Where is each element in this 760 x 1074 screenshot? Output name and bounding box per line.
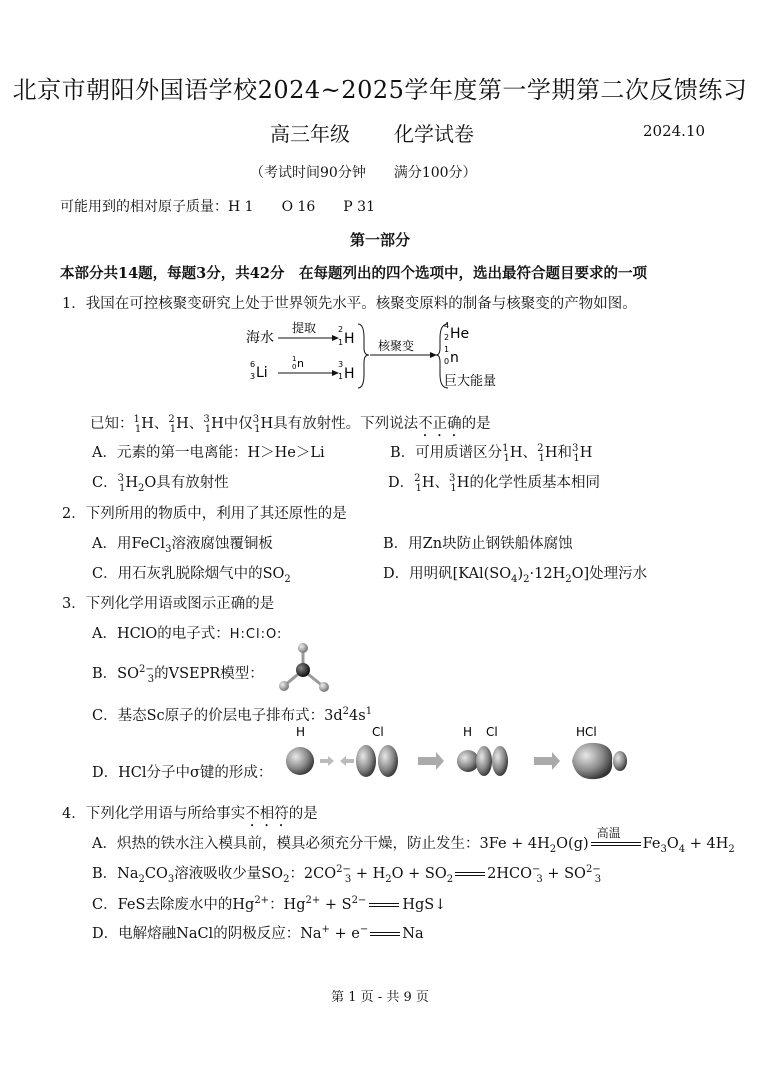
diagram-fusion-label: 核聚变 [378, 339, 415, 353]
q2-option-c[interactable]: C．用石灰乳脱除烟气中的$SO_2$ [92, 566, 291, 585]
q4-option-a[interactable]: A．炽热的铁水注入模具前，模具必须充分干燥，防止发生：$3Fe + 4H_2O(g)$ 高温 $Fe_3O_4 + 4H_2$ [92, 826, 735, 855]
page-title: 北京市朝阳外国语学校2024~2025学年度第一学期第二次反馈练习 [12, 76, 748, 104]
diagram-h3: H [344, 366, 355, 382]
svg-text:1: 1 [444, 345, 450, 354]
page-footer: 第 1 页 - 共 9 页 [331, 990, 429, 1005]
q1-stem: 1．我国在可控核聚变研究上处于世界领先水平。核聚变原料的制备与核聚变的产物如图。 [62, 296, 637, 312]
exam-info: （考试时间90分钟 满分100分） [250, 165, 477, 181]
diagram-neutron: n [450, 350, 459, 366]
diagram-h2: H [344, 331, 355, 347]
part-heading: 第一部分 [349, 231, 410, 249]
q1-option-b[interactable]: B．可用质谱区分$^1_1$H、$^2_1$H和$^3_1$H [390, 443, 593, 464]
q3-option-a[interactable]: A．HClO的电子式：H:Cl:O: [92, 626, 283, 642]
svg-text:3: 3 [250, 372, 256, 381]
svg-text:0: 0 [444, 357, 450, 366]
orbital-label-h-combined: H [463, 725, 473, 739]
diagram-seawater: 海水 [246, 330, 274, 346]
q2-option-b[interactable]: B．用Zn块防止钢铁船体腐蚀 [383, 536, 573, 552]
orbital-label-cl: Cl [372, 725, 384, 739]
orbital-label-h: H [296, 725, 306, 739]
svg-text:0: 0 [292, 363, 297, 371]
q3-option-d[interactable]: D．HCl分子中σ键的形成： [92, 765, 273, 781]
orbital-label-cl-combined: Cl [486, 725, 498, 739]
orbital-label-hcl: HCl [576, 725, 597, 739]
q4-option-d[interactable]: D．电解熔融NaCl的阴极反应：Na+ + e− Na [92, 924, 424, 942]
diagram-li: Li [256, 365, 268, 381]
svg-text:3: 3 [338, 360, 344, 369]
hclo-electron-formula: H:Cl:O: [229, 627, 283, 642]
q3-option-b[interactable]: B．$SO^{2-}_3$的VSEPR模型： [92, 664, 264, 685]
diagram-energy: 巨大能量 [444, 374, 497, 389]
q1-option-a[interactable]: A．元素的第一电离能：H＞He＞Li [92, 445, 325, 461]
svg-text:1: 1 [338, 338, 344, 347]
q2-option-a[interactable]: A．用FeCl$_3$溶液腐蚀覆铜板 [92, 536, 273, 555]
precipitate-arrow-icon: ↓ [434, 897, 447, 913]
vsepr-model-image [268, 640, 338, 700]
svg-text:6: 6 [250, 360, 256, 369]
q2-option-d[interactable]: D．用明矾$[KAl(SO_4)_2\cdot 12H_2O]$处理污水 [383, 566, 648, 585]
part-instruction: 本部分共14题，每题3分，共42分 在每题列出的四个选项中，选出最符合题目要求的一项 [60, 265, 647, 282]
diagram-extract-label: 提取 [292, 321, 317, 335]
q2-stem: 2．下列所用的物质中，利用了其还原性的是 [62, 506, 347, 522]
q1-diagram [240, 318, 530, 390]
svg-text:2: 2 [444, 333, 450, 342]
sigma-bond-formation-image [280, 725, 640, 785]
svg-text:4: 4 [444, 321, 450, 330]
q3-stem: 3．下列化学用语或图示正确的是 [62, 596, 275, 612]
svg-text:1: 1 [292, 355, 297, 363]
atomic-mass-line: 可能用到的相对原子质量：H 1 O 16 P 31 [60, 199, 375, 215]
q4-option-c[interactable]: C．FeS去除废水中的$Hg^{2+}$：$Hg^{2+} + S^{2-}$ HgS↓ [92, 895, 447, 913]
exam-date: 2024.10 [643, 122, 706, 140]
grade-label: 高三年级 [270, 122, 350, 146]
q1-known: 已知：$^1_1$H、$^2_1$H、$^3_1$H中仅$^3_1$H具有放射性。下列说法不正确的是 [90, 414, 491, 435]
diagram-neutron-label: n [297, 357, 304, 370]
q3-option-c[interactable]: C．基态Sc原子的价层电子排布式：$3d^24s^1$ [92, 706, 373, 724]
q4-stem: 4．下列化学用语与所给事实不相符的是 [62, 806, 318, 822]
svg-text:2: 2 [338, 325, 344, 334]
svg-text:1: 1 [338, 372, 344, 381]
diagram-he: He [450, 326, 470, 342]
q1-option-d[interactable]: D．$^2_1$H、$^3_1$H的化学性质基本相同 [388, 473, 600, 494]
condition-high-temp: 高温 [596, 826, 621, 840]
q4-option-b[interactable]: B．$Na_2CO_3$溶液吸收少量$SO_2$：$2CO^{2-}_3 + H_2O + SO_2$ $2HCO^-_3 + SO^{2-}_3$ [92, 864, 602, 885]
q1-option-c[interactable]: C．$^3_1H_2O$具有放射性 [92, 473, 229, 494]
subject-label: 化学试卷 [394, 122, 474, 146]
